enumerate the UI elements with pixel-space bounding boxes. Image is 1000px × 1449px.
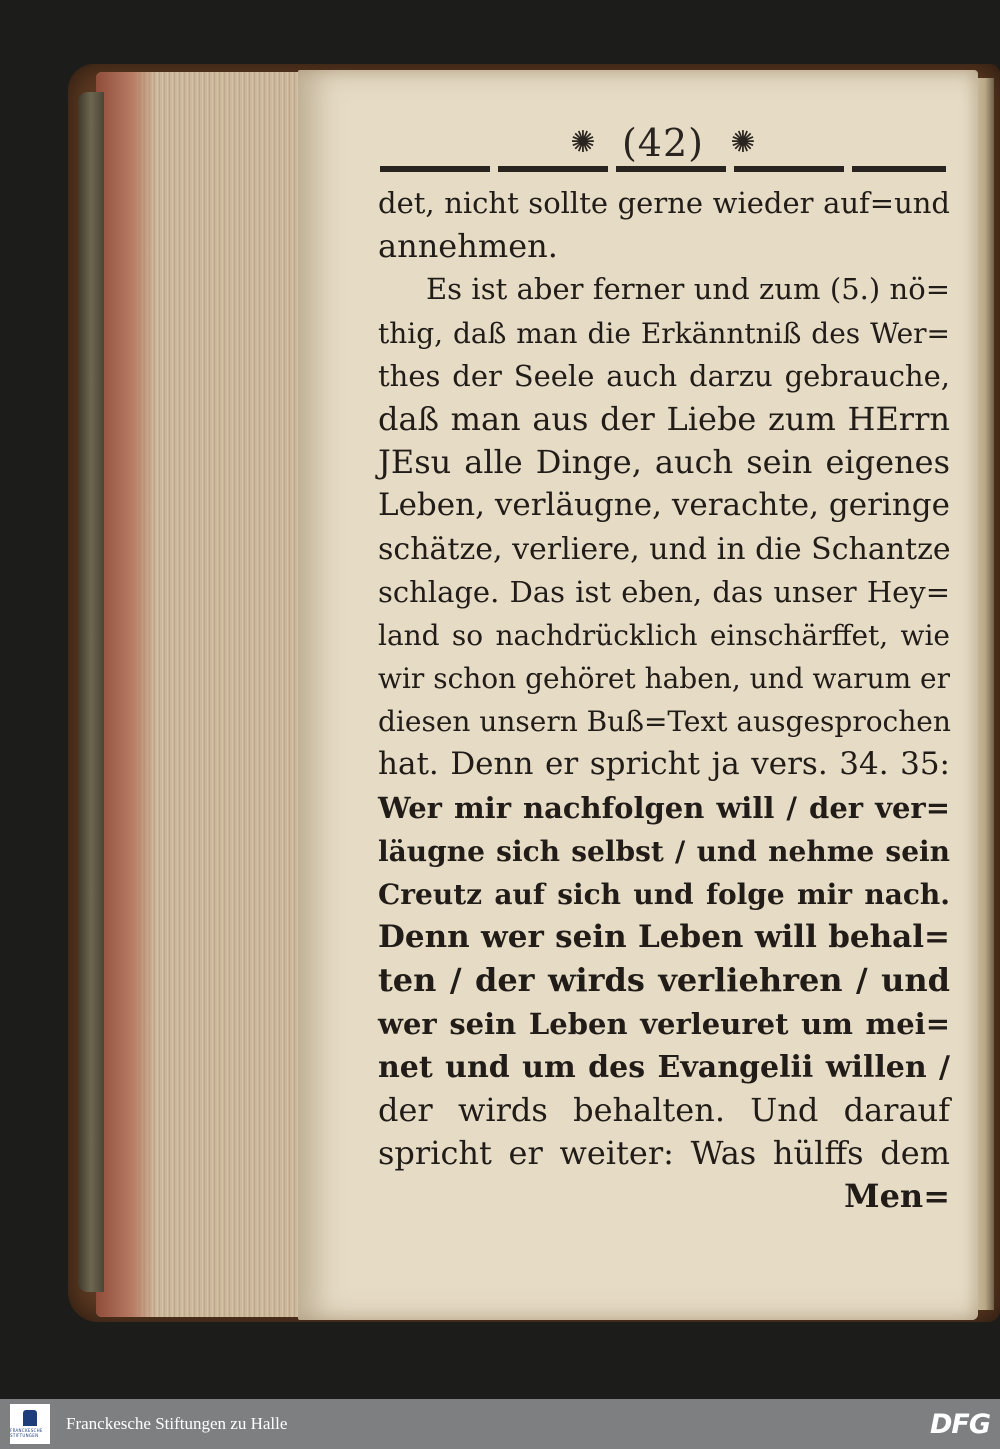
logo-text: FRANCKESCHE STIFTUNGEN	[10, 1428, 43, 1438]
text-line: land so nachdrücklich einschärffet, wie	[378, 618, 950, 652]
text-line: JEsu alle Dinge, auch sein eigenes	[378, 443, 950, 482]
text-line: wer sein Leben verleuret um mei=	[378, 1006, 950, 1041]
text-line: Leben, verläugne, verachte, geringe	[378, 487, 950, 524]
building-icon	[23, 1410, 37, 1426]
book-spine-edge	[78, 92, 104, 1292]
text-line: daß man aus der Liebe zum HErrn	[378, 399, 950, 438]
text-line: hat. Denn er spricht ja vers. 34. 35:	[378, 746, 950, 783]
text-line: thig, daß man die Erkänntniß des Wer=	[378, 316, 950, 350]
text-line: spricht er weiter: Was hülffs dem	[378, 1134, 950, 1173]
text-line: det, nicht sollte gerne wieder auf=und	[378, 186, 950, 220]
page-header	[378, 118, 948, 168]
footer-bar	[0, 1399, 1000, 1449]
text-line: annehmen.	[378, 227, 558, 266]
text-line: der wirds behalten. Und darauf	[378, 1090, 950, 1129]
text-line: Men=	[844, 1177, 950, 1216]
text-line: diesen unsern Buß=Text ausgesprochen	[378, 705, 951, 739]
text-line: Wer mir nachfolgen will / der ver=	[378, 790, 950, 825]
text-line: Es ist aber ferner und zum (5.) nö=	[426, 272, 950, 307]
rosette-ornament-icon: ✺	[570, 125, 596, 160]
institution-label: Franckesche Stiftungen zu Halle	[66, 1414, 288, 1433]
page-text	[378, 182, 950, 1219]
franckesche-stiftungen-logo[interactable]	[10, 1404, 50, 1444]
text-line: Denn wer sein Leben will behal=	[378, 919, 950, 956]
red-page-edge	[96, 72, 156, 1317]
text-line: läugne sich selbst / und nehme sein	[378, 834, 950, 868]
header-rule	[380, 166, 946, 172]
text-line: schlage. Das ist eben, das unser Hey=	[378, 574, 950, 609]
text-line: ten / der wirds verliehren / und	[378, 961, 950, 1000]
text-line: Creutz auf sich und folge mir nach.	[378, 878, 950, 911]
page-number: (42)	[621, 121, 704, 165]
dfg-logo[interactable]: DFG	[929, 1409, 990, 1440]
text-line: schätze, verliere, und in die Schantze	[378, 531, 951, 567]
rosette-ornament-icon: ✺	[730, 125, 756, 160]
text-line: wir schon gehöret haben, und warum er	[378, 662, 951, 696]
text-line: net und um des Evangelii willen /	[378, 1049, 950, 1085]
text-line: thes der Seele auch darzu gebrauche,	[378, 358, 950, 393]
